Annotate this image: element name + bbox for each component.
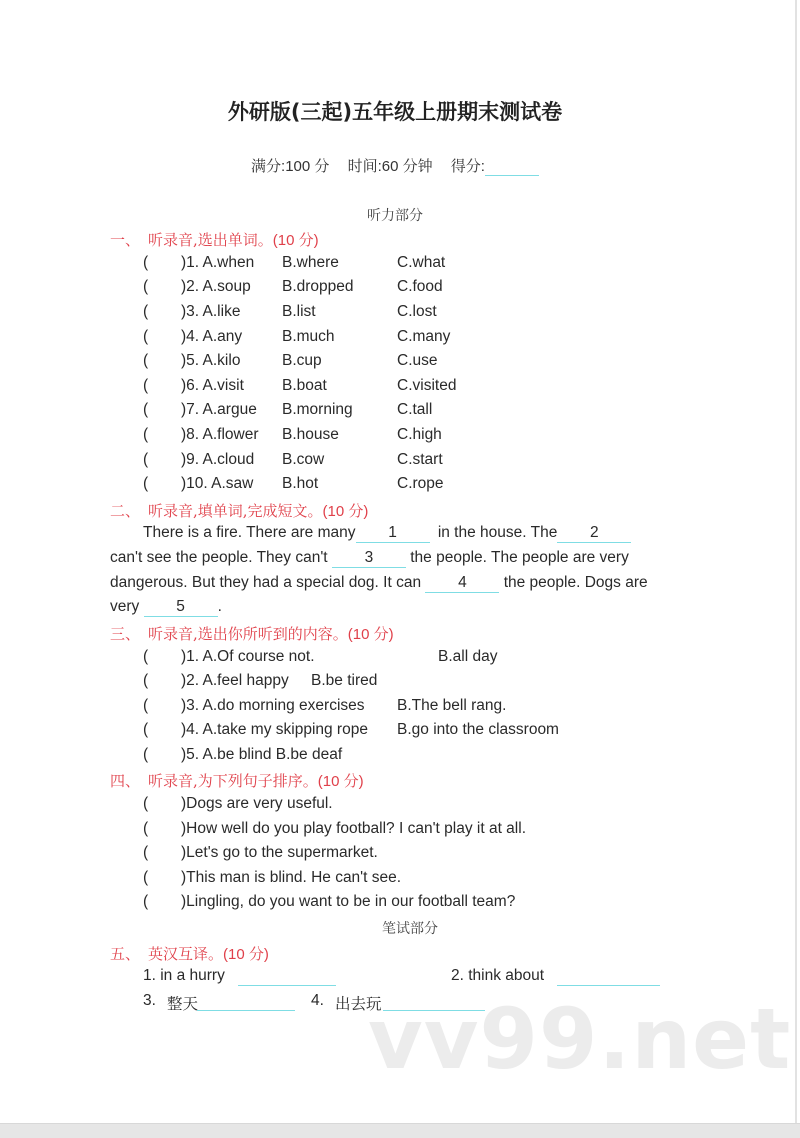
section-3-heading: 三、 听录音,选出你所听到的内容。(10 分) bbox=[110, 625, 394, 643]
s5-blank-1[interactable] bbox=[238, 967, 336, 986]
s5-row-1: 1. in a hurry 2. think about bbox=[143, 967, 703, 991]
blank-4[interactable]: 4 bbox=[425, 574, 499, 593]
page-title: 外研版(三起)五年级上册期末测试卷 bbox=[227, 100, 563, 124]
s5-blank-2[interactable] bbox=[557, 967, 660, 986]
s5-blank-3[interactable] bbox=[197, 992, 295, 1011]
full-score: 满分:100 分 bbox=[251, 158, 330, 175]
s5-row-2: 3. 整天 4. 出去玩 bbox=[143, 992, 703, 1016]
blank-2[interactable]: 2 bbox=[557, 524, 631, 543]
time-limit: 时间:60 分钟 bbox=[347, 158, 433, 175]
passage-line-2: can't see the people. They can't 3 the people. The people are very bbox=[110, 549, 629, 566]
blank-5[interactable]: 5 bbox=[144, 598, 218, 617]
passage-line-1: There is a fire. There are many 1 in the house. The 2 bbox=[143, 524, 723, 543]
section-2-heading: 二、 听录音,填单词,完成短文。(10 分) bbox=[110, 502, 369, 520]
score-label: 得分: bbox=[450, 158, 485, 175]
listening-part-title: 听力部分 bbox=[367, 208, 423, 224]
passage-line-3: dangerous. But they had a special dog. It can 4 the people. Dogs are bbox=[110, 574, 648, 591]
section-4-heading: 四、 听录音,为下列句子排序。(10 分) bbox=[110, 772, 364, 790]
exam-meta bbox=[0, 155, 790, 176]
score-blank[interactable] bbox=[485, 161, 539, 176]
section-1-heading: 一、 听录音,选出单词。(10 分) bbox=[110, 231, 319, 249]
passage-line-4: very 5 . bbox=[110, 598, 222, 615]
blank-1[interactable]: 1 bbox=[356, 524, 430, 543]
watermark: vv99.net bbox=[368, 990, 792, 1088]
bottom-scroll-band bbox=[0, 1123, 800, 1138]
writing-part-title: 笔试部分 bbox=[382, 921, 438, 937]
s5-blank-4[interactable] bbox=[383, 992, 485, 1011]
blank-3[interactable]: 3 bbox=[332, 549, 406, 568]
section-5-heading: 五、 英汉互译。(10 分) bbox=[110, 945, 269, 963]
